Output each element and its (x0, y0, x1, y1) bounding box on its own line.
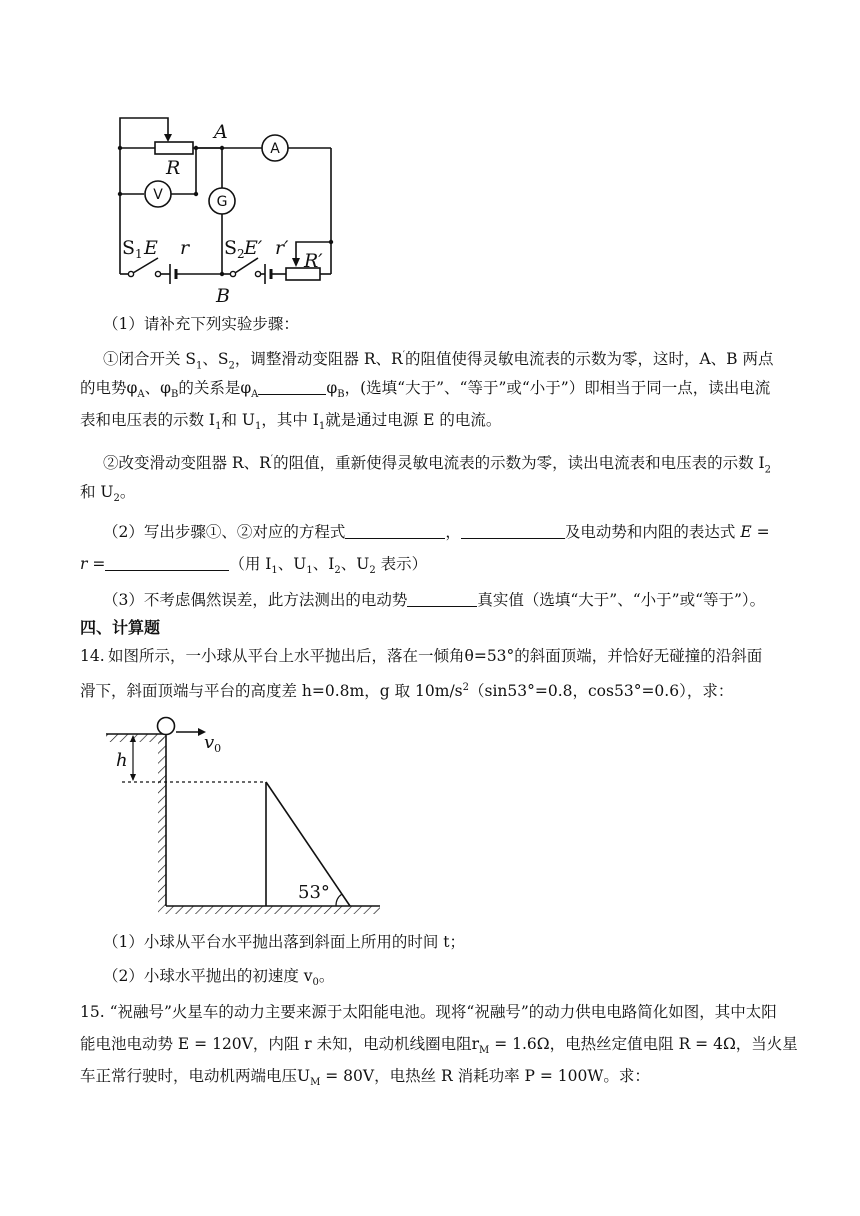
q13-step1-line2: 的电势$\varphi_A$、$\varphi_B$的关系是$\varphi_A$ $\varphi_B$，(选填“大于”、“等于”或“小于”）即相当于同一点，读出电流 (80, 379, 771, 401)
label-A-node: A (214, 121, 228, 143)
label-E-prime: E′ (244, 237, 263, 259)
label-E: E (144, 237, 158, 259)
answer-blank-r[interactable] (105, 554, 229, 571)
q13-step1-line1: ①闭合开关 $S_1$、$S_2$，调整滑动变阻器 R、R′的阻值使得灵敏电流表的示数为零，这时，A、B 两点 (103, 350, 774, 372)
q14-line1: 14. 如图所示，一小球从平台上水平抛出后，落在一倾角θ=53°的斜面顶端，并恰好无碰撞的沿斜面 (80, 647, 763, 665)
q13-sub2-line1: （2）写出步骤①、②对应的方程式 ， 及电动势和内阻的表达式 E = (103, 523, 770, 541)
ammeter-symbol: A (270, 141, 280, 157)
label-angle: 53° (298, 882, 330, 903)
projectile-diagram (100, 712, 390, 918)
label-S1: $S_1$ (122, 237, 143, 261)
q13-sub2-line2: r = （用 $I_1$、$U_1$、$I_2$、$U_2$ 表示） (80, 555, 428, 577)
answer-blank-eq2[interactable] (461, 522, 565, 539)
circuit-diagram (100, 108, 350, 308)
q14-line2: 滑下，斜面顶端与平台的高度差 h=0.8m，g 取 $10m/s^2(\sin 53^\circ=0.8$，cos53°=0.6），求： (80, 682, 734, 701)
answer-blank-emf[interactable] (407, 590, 477, 607)
q13-step1-line3: 表和电压表的示数 $I_1$和 $U_1$，其中 $I_1$就是通过电源 E 的电流。 (80, 411, 502, 433)
label-v0: $v_0$ (204, 732, 222, 755)
label-r: r (180, 237, 190, 259)
q15-line2: 能电池电动势 E = 120V，内阻 r 未知，电动机线圈电阻$r_M = 1.6\Omega$，电热丝定值电阻 R = 4Ω，当火星 (80, 1035, 798, 1057)
q13-step2-line2: 和 $U_2$。 (80, 483, 136, 505)
label-R: R (166, 157, 181, 179)
q14-sub1: （1）小球从平台水平抛出落到斜面上所用的时间 t； (103, 933, 466, 951)
label-r-prime: r′ (275, 237, 289, 259)
q13-sub1-heading: （1）请补充下列实验步骤： (103, 315, 299, 333)
q14-sub2: （2）小球水平抛出的初速度 $v_0$。 (103, 967, 335, 989)
label-S2: $S_2$ (224, 237, 245, 261)
label-B: B (216, 285, 230, 307)
voltmeter-symbol: V (153, 187, 163, 203)
q13-step2-line1: ②改变滑动变阻器 R、R′的阻值，重新使得灵敏电流表的示数为零，读出电流表和电压表的示数 $I_2$ (103, 454, 771, 476)
label-R-prime: R′ (304, 250, 323, 272)
q13-sub3: （3）不考虑偶然误差，此方法测出的电动势 真实值（选填“大于”、“小于”或“等于”）。 (103, 591, 766, 609)
galvanometer-symbol: G (216, 194, 228, 210)
answer-blank-eq1[interactable] (345, 522, 445, 539)
q15-line1: 15. “祝融号”火星车的动力主要来源于太阳能电池。现将“祝融号”的动力供电电路简化如图，其中太阳 (80, 1003, 777, 1021)
section-title: 四、计算题 (80, 618, 161, 637)
label-h: h (116, 750, 128, 771)
q15-line3: 车正常行驶时，电动机两端电压$U_M = 80V$，电热丝 R 消耗功率 P = 100W。求： (80, 1067, 650, 1089)
answer-blank-potential[interactable] (258, 378, 326, 395)
